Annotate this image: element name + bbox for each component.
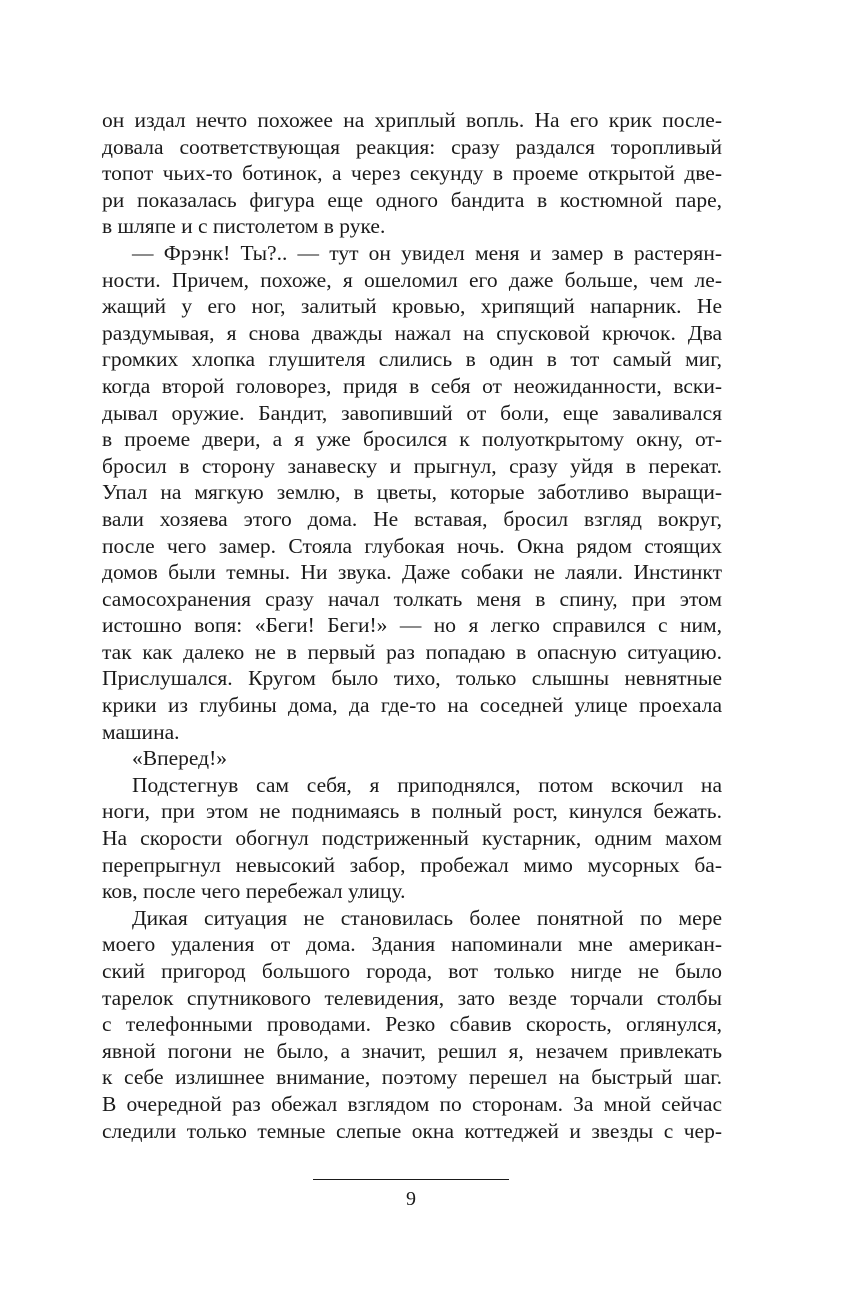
text-line: после чего замер. Стояла глубокая ночь. Окна рядом стоящих — [102, 533, 722, 558]
text-line: ский пригород большого города, вот только нигде не было — [102, 959, 722, 983]
text-line: самосохранения сразу начал толкать меня в спину, при этом — [102, 586, 722, 611]
text-line: следили только темные слепые окна коттеджей и звезды с чер- — [102, 1118, 722, 1143]
text-line: перепрыгнул невысокий забор, пробежал мимо мусорных ба- — [102, 852, 722, 877]
text-line: В очередной раз обежал взглядом по сторонам. За мной сейчас — [102, 1091, 722, 1116]
text-line: Упал на мягкую землю, в цветы, которые заботливо выращи- — [102, 480, 722, 505]
text-line: к себе излишнее внимание, поэтому перешел на быстрый шаг. — [102, 1065, 722, 1090]
text-line: Дикая ситуация не становилась более понятной по мере — [132, 905, 722, 930]
text-line: в проеме двери, а я уже бросился к полуоткрытому окну, от- — [102, 427, 722, 452]
page-number: 9 — [406, 1188, 416, 1210]
text-line: ков, после чего перебежал улицу. — [102, 879, 406, 904]
text-line: крики из глубины дома, да где-то на соседней улице проехала — [102, 693, 722, 718]
text-line: — Фрэнк! Ты?.. — тут он увидел меня и замер в растерян- — [132, 240, 722, 265]
text-line: тарелок спутникового телевидения, зато везде торчали столбы — [102, 985, 722, 1010]
text-line: бросил в сторону занавеску и прыгнул, сразу уйдя в перекат. — [102, 453, 722, 478]
text-line: так как далеко не в первый раз попадаю в опасную ситуацию. — [102, 639, 722, 664]
text-line: «Вперед!» — [132, 746, 227, 771]
text-line: домов были темны. Ни звука. Даже собаки не лаяли. Инстинкт — [102, 560, 722, 585]
text-line: истошно вопя: «Беги! Беги!» — но я легко справился с ним, — [102, 613, 722, 638]
text-line: ности. Причем, похоже, я ошеломил его даже больше, чем ле- — [102, 267, 722, 292]
text-line: На скорости обогнул подстриженный кустарник, одним махом — [102, 826, 722, 851]
text-line: явной погони не было, а значит, решил я, незачем привлекать — [102, 1038, 722, 1063]
text-line: жащий у его ног, залитый кровью, хрипящий напарник. Не — [102, 294, 722, 319]
body-text — [102, 107, 722, 1144]
text-line: громких хлопка глушителя слились в один в тот самый миг, — [102, 347, 722, 372]
text-line: раздумывая, я снова дважды нажал на спусковой крючок. Два — [102, 320, 722, 345]
text-line: моего удаления от дома. Здания напоминали мне американ- — [102, 932, 722, 957]
text-line: Подстегнув сам себя, я приподнялся, потом вскочил на — [132, 772, 722, 797]
text-line: топот чьих-то ботинок, а через секунду в проеме открытой две- — [102, 161, 722, 186]
text-line: вали хозяева этого дома. Не вставая, бросил взгляд вокруг, — [102, 506, 722, 531]
text-line: дывал оружие. Бандит, завопивший от боли, еще заваливался — [102, 400, 722, 425]
text-line: ри показалась фигура еще одного бандита в костюмной паре, — [102, 187, 722, 212]
text-line: в шляпе и с пистолетом в руке. — [102, 214, 386, 239]
text-line: когда второй головорез, придя в себя от неожиданности, вски- — [102, 373, 722, 398]
text-line: он издал нечто похожее на хриплый вопль. На его крик после- — [102, 108, 722, 132]
footer-rule — [313, 1179, 509, 1180]
text-line: довала соответствующая реакция: сразу раздался торопливый — [102, 134, 722, 159]
text-line: с телефонными проводами. Резко сбавив скорость, оглянулся, — [102, 1012, 722, 1037]
text-line: Прислушался. Кругом было тихо, только слышны невнятные — [102, 666, 722, 691]
text-line: ноги, при этом не поднимаясь в полный рост, кинулся бежать. — [102, 799, 722, 824]
text-line: машина. — [102, 719, 180, 744]
